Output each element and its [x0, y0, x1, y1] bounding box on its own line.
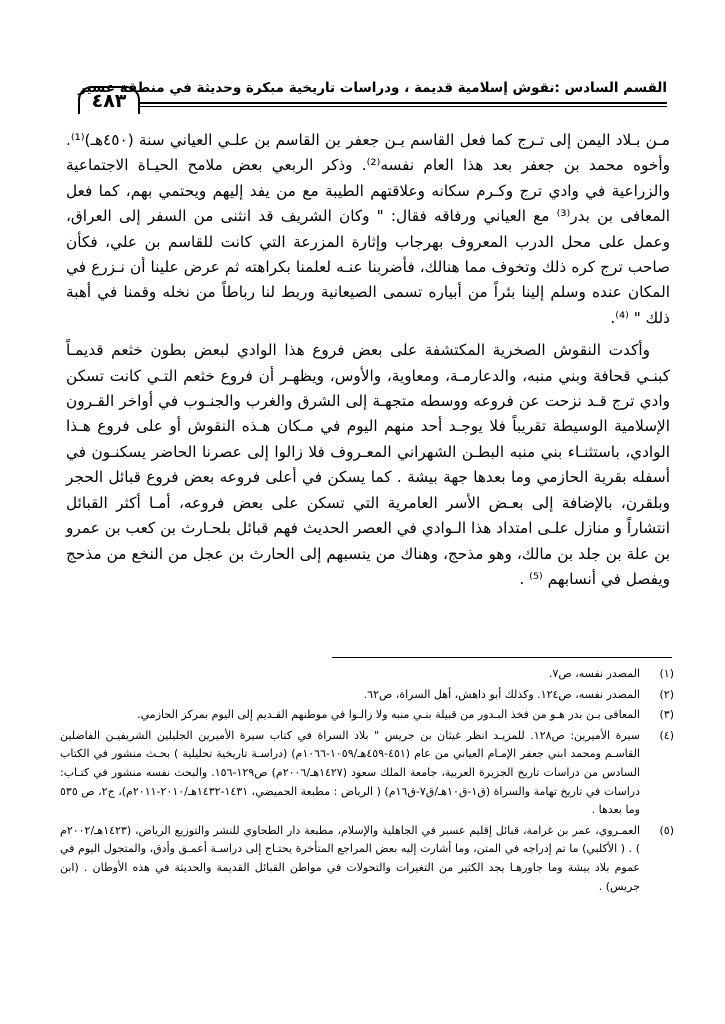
footnote [60, 665, 674, 684]
footnote-text: سيرة الأميرين: ص١٢٨. للمزيـد انظر غيثان بن جريس " بلاد السراة في كتاب سيرة الأميرين الجليلين الشريفيـن الفاضلين القاسـم ومحمد ابني جعفر الإمـام العياني من عام (٤٥١-٤٥٩هـ/١٠٥٩-١٠٦٦م) (دراسـة تاريخية تحليلية ) بحـث منشور في الكتاب السادس من دراسات تاريخ الجزيرة العربية، جامعة الملك سعود (١٤٢٧هـ/٢٠٠٦م) ص١٢٩-١٥٦. والبحث نفسه منشور في كتـاب: دراسات في تاريخ تهامة والسراة (ق١-ق١٠هـ/ق٧-ق١٦م) ( الرياض : مطبعة الحميضي، ١٤٣١-١٤٣٢هـ/٢٠١٠-٢٠١١م)، ج٢، ص ٥٣٥ وما بعدها . [60, 728, 641, 817]
main-text [66, 128, 670, 592]
footnote [60, 706, 674, 725]
footnote-number: (٥) [659, 823, 674, 837]
footnote-text: العمـروي، عمر بن غرامة، قبائل إقليم عسير في الجاهلية والإسلام، مطبعة دار الطحاوي للنشر والتوزيع الرياض، (١٤٢٣هـ/٢٠٠٢م ) . ( الأكلبي) ما تم إدراجه في المتن، وما أشارت إليه بعض المراجع المتأخرة يحتـاج إلى دراسـة أعمـق وأدق، والمتجول اليوم في عموم بلاد بيشة وما جاورهـا يجد الكثير من التغيرات والتحولات في مواطن القبائل القديمة والحديثة في هذه الأوطان . (ابن جريس) . [60, 823, 640, 893]
footnote-number: (١) [659, 667, 674, 680]
footnote-text: المصدر نفسه، ص٧. [549, 667, 640, 680]
footnote-number: (٣) [659, 708, 674, 722]
paragraph: مـن بـلاد اليمن إلى تـرج كما فعل القاسم بـن جعفر بن القاسم بن علـي العياني سنة (٤٥٠هـ)⁽¹⁾. وأخوه محمد بن جعفر بعد هذا العام نفسه⁽²⁾. وذكر الربعي بعض ملامح الحيـاة الاجتماعية والزراعية في وادي ترج وكـرم سكانه وعلاقتهم الطيبة مع من يفد إليهم ويحتمي بهم، كما فعل المعافى بن بدر⁽³⁾ مع العياني ورفاقه فقال: " وكان الشريف قد انثنى من السفر إلى العراق، وعمل على محل الدرب المعروف بهرجاب وإثارة المزرعة التي كانت للقاسم بن علي، فكأن صاحب ترج كره ذلك وتخوف مما هنالك، فأضربنا عنـه لعلمنا بكراهته ثم عرض علينا أن نـزرع في المكان عنده وسلم إلينا بئراً من أبياره تسمى الصيعانية وربط لنا رباطاً من نخله وقمنا في أهبة ذلك " ⁽⁴⁾. [66, 131, 670, 327]
header-rule-thin [138, 106, 667, 107]
header-title: القسم السادس :نقوش إسلامية قديمة ، ودراسات تاريخية مبكرة وحديثة في منطقة عسير [78, 80, 667, 96]
footnote-number: (٤) [659, 728, 674, 742]
footnote [60, 727, 674, 820]
page-number: ٤٨٣ [78, 86, 140, 114]
header-rule [138, 102, 667, 104]
footnote [60, 822, 674, 896]
footnote-number: (٢) [659, 687, 674, 701]
footnotes [60, 665, 674, 898]
paragraph: وأكدت النقوش الصخرية المكتشفة على بعض فروع هذا الوادي لبعض بطون خثعم قديمـاً كبنـي قحافة وبني منبه، والدعارمـة، ومعاوية، والأوس، ويظهـر أن فروع خثعم التـي كانت تسكن وادي ترج قـد نزحت عن فروعه ووسطه متجهـة إلى الشرق والغرب والجنـوب في أواخر القـرون الإسلامية الوسيطة تقريباً فلا يوجـد أحد منهم اليوم في مـكان هـذه النقوش أو على فروع هـذا الوادي، باستثنـاء بني منبه البطـن الشهراني المعـروف فلا زالوا إلى عصرنا الحاضر يسكنـون في أسفله بقرية الحازمي وما بعدها جهة بيشة . كما يسكن في أعلى فروعه بعض فروع قبائل الحجر وبلقرن، بالإضافة إلى بعـض الأسر العامرية التي تسكن على بعض فروعه، أمـا أكثر القبائل انتشاراً و منازل علـى امتداد هذا الـوادي في العصر الحديث فهم قبائل بلحـارث بن كعب بن عمرو بن علة بن جلد بن مالك، وهو مذحج، وهناك من ينسبهم إلى الحارث بن عجل من النخع من مذحج ويفصل في أنسابهم ⁽⁵⁾ . [66, 341, 670, 588]
footnote-text: المصدر نفسه، ص١٢٤. وكذلك أبو داهش، أهل السراة، ص٦٢. [363, 687, 640, 701]
footnote-separator [332, 657, 672, 658]
footnote [60, 686, 674, 705]
running-header [78, 80, 667, 112]
footnote-text: المعافى بـن بدر هـو من فخذ البـدور من قبيلة بنـي منبه ولا زالـوا في موطنهم القـديم إلى اليوم بمركز الحازمي. [137, 708, 640, 722]
